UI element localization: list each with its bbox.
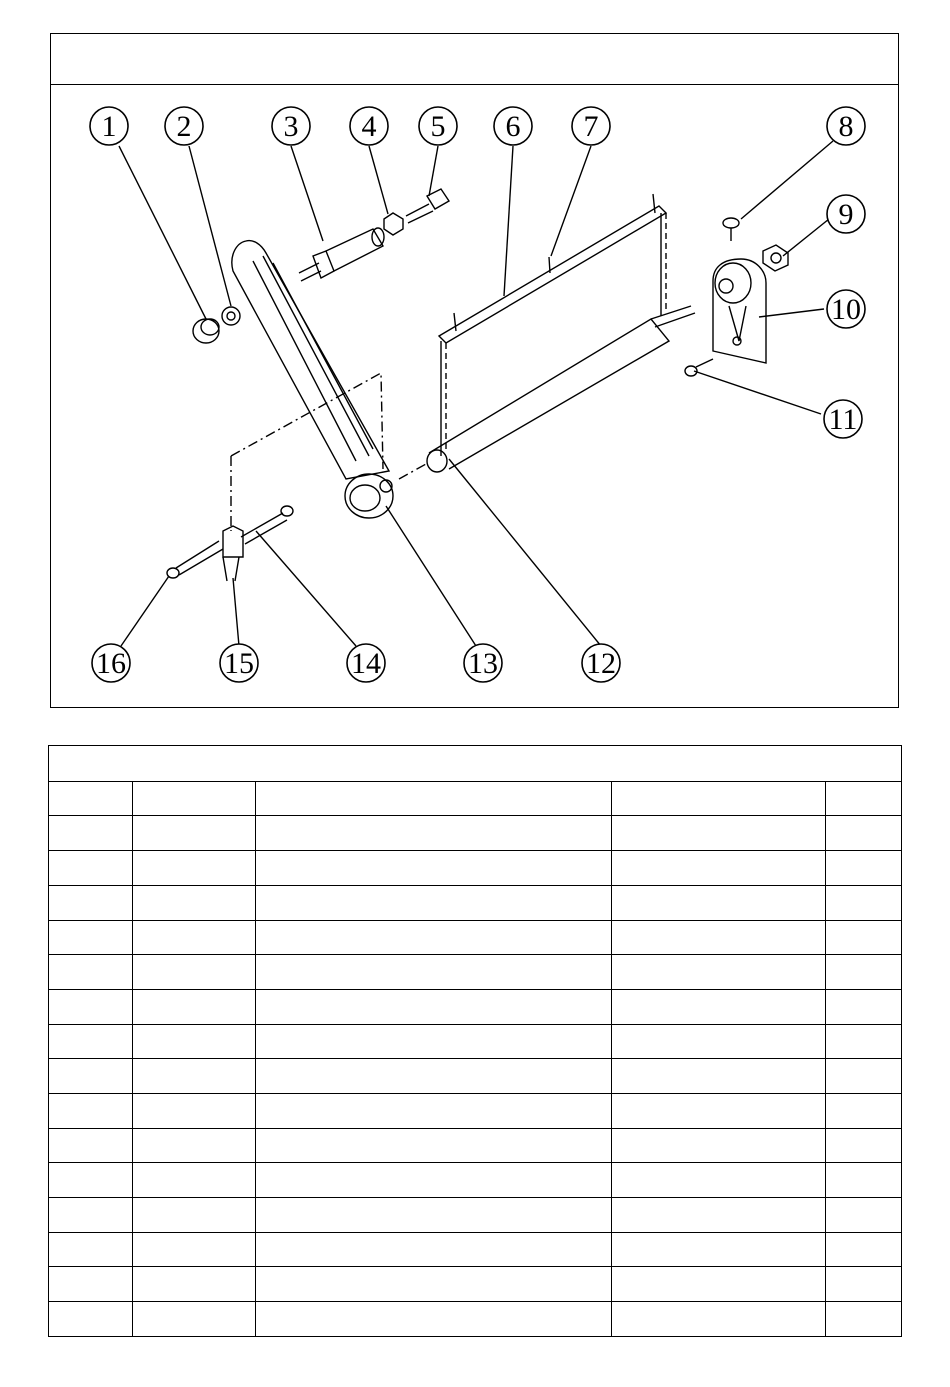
table-row: [49, 1093, 902, 1128]
table-row: [49, 1128, 902, 1163]
table-cell: [612, 1163, 826, 1198]
table-cell: [826, 989, 902, 1024]
table-cell: [256, 1163, 612, 1198]
table-cell: [612, 816, 826, 851]
table-cell: [826, 1198, 902, 1233]
table-cell: [826, 1302, 902, 1337]
table-cell: [826, 781, 902, 816]
table-cell: [256, 885, 612, 920]
callout-number: 14: [351, 647, 381, 680]
table-cell: [49, 1232, 133, 1267]
table-row: [49, 1024, 902, 1059]
callout-1: [90, 107, 128, 145]
table-cell: [612, 851, 826, 886]
callout-number: 9: [838, 198, 854, 231]
table-cell: [49, 816, 133, 851]
table-title-cell: [49, 746, 902, 782]
table-row: [49, 920, 902, 955]
table-cell: [49, 1198, 133, 1233]
table-row: [49, 1163, 902, 1198]
callout-10: [827, 290, 865, 328]
table-row: [49, 781, 902, 816]
table-cell: [133, 1059, 256, 1094]
callout-7: [572, 107, 610, 145]
callout-number: 4: [361, 110, 377, 143]
table-cell: [49, 1302, 133, 1337]
callout-number: 13: [468, 647, 498, 680]
table-cell: [256, 1024, 612, 1059]
table-cell: [133, 920, 256, 955]
table-cell: [133, 885, 256, 920]
table-cell: [826, 885, 902, 920]
callout-4: [350, 107, 388, 145]
callout-3: [272, 107, 310, 145]
callout-14: [347, 644, 385, 682]
table-cell: [49, 1163, 133, 1198]
table-cell: [826, 1093, 902, 1128]
table-cell: [49, 920, 133, 955]
table-cell: [612, 920, 826, 955]
callout-5: [419, 107, 457, 145]
table-cell: [256, 1128, 612, 1163]
table-cell: [256, 851, 612, 886]
table-row: [49, 816, 902, 851]
table-cell: [612, 1093, 826, 1128]
table-cell: [256, 1093, 612, 1128]
table-cell: [826, 851, 902, 886]
table-cell: [826, 1267, 902, 1302]
table-cell: [256, 920, 612, 955]
table-cell: [133, 1232, 256, 1267]
callout-16: [92, 644, 130, 682]
table-cell: [133, 1163, 256, 1198]
table-cell: [826, 920, 902, 955]
parts-list-table: [48, 745, 902, 1337]
callout-number: 8: [838, 110, 854, 143]
table-cell: [49, 955, 133, 990]
table-cell: [826, 1024, 902, 1059]
table-cell: [612, 1267, 826, 1302]
table-cell: [256, 816, 612, 851]
callout-6: [494, 107, 532, 145]
table-cell: [133, 955, 256, 990]
table-cell: [826, 1128, 902, 1163]
callout-number: 1: [101, 110, 117, 143]
callout-number: 7: [583, 110, 599, 143]
table-row: [49, 885, 902, 920]
table-cell: [612, 1024, 826, 1059]
table-cell: [133, 781, 256, 816]
table-cell: [612, 1302, 826, 1337]
table-cell: [826, 1163, 902, 1198]
table-cell: [49, 851, 133, 886]
table-cell: [612, 1059, 826, 1094]
exploded-parts-diagram: [51, 34, 900, 709]
table-cell: [826, 816, 902, 851]
callout-8: [827, 107, 865, 145]
table-cell: [49, 989, 133, 1024]
table-cell: [49, 885, 133, 920]
table-cell: [133, 1302, 256, 1337]
callout-11: [824, 400, 862, 438]
callout-number: 16: [96, 647, 126, 680]
table-cell: [612, 955, 826, 990]
table-row: [49, 989, 902, 1024]
callout-number: 3: [283, 110, 299, 143]
table-cell: [612, 1232, 826, 1267]
table-cell: [256, 955, 612, 990]
table-cell: [612, 1128, 826, 1163]
table-cell: [826, 1059, 902, 1094]
table-cell: [133, 1128, 256, 1163]
table-cell: [49, 1059, 133, 1094]
callout-number: 12: [586, 647, 616, 680]
exploded-diagram-frame: [50, 33, 899, 708]
table-cell: [256, 1232, 612, 1267]
table-row: [49, 1198, 902, 1233]
table-cell: [49, 1267, 133, 1302]
callout-number: 2: [176, 110, 192, 143]
table-cell: [612, 989, 826, 1024]
callout-2: [165, 107, 203, 145]
callout-number: 5: [430, 110, 446, 143]
table-cell: [256, 1198, 612, 1233]
table-cell: [826, 955, 902, 990]
table-cell: [133, 1198, 256, 1233]
table-cell: [133, 816, 256, 851]
callout-number: 11: [828, 403, 858, 436]
table-title-row: [49, 746, 902, 782]
part-callouts: [90, 107, 865, 682]
table-cell: [49, 1024, 133, 1059]
table-cell: [256, 1302, 612, 1337]
table-cell: [133, 851, 256, 886]
table-cell: [133, 1093, 256, 1128]
callout-number: 6: [505, 110, 521, 143]
table-cell: [256, 1267, 612, 1302]
table-cell: [133, 989, 256, 1024]
table-row: [49, 851, 902, 886]
callout-13: [464, 644, 502, 682]
table-cell: [612, 885, 826, 920]
callout-number: 10: [831, 293, 861, 326]
table-cell: [49, 781, 133, 816]
table-cell: [256, 1059, 612, 1094]
table-cell: [49, 1093, 133, 1128]
table-cell: [133, 1267, 256, 1302]
callout-15: [220, 644, 258, 682]
table-row: [49, 1232, 902, 1267]
table-cell: [133, 1024, 256, 1059]
table-row: [49, 1059, 902, 1094]
callout-9: [827, 195, 865, 233]
table-cell: [256, 989, 612, 1024]
table-cell: [612, 781, 826, 816]
table-row: [49, 955, 902, 990]
callout-12: [582, 644, 620, 682]
table-cell: [826, 1232, 902, 1267]
table-cell: [612, 1198, 826, 1233]
table-cell: [256, 781, 612, 816]
table-row: [49, 1302, 902, 1337]
table-cell: [49, 1128, 133, 1163]
table-row: [49, 1267, 902, 1302]
callout-number: 15: [224, 647, 254, 680]
